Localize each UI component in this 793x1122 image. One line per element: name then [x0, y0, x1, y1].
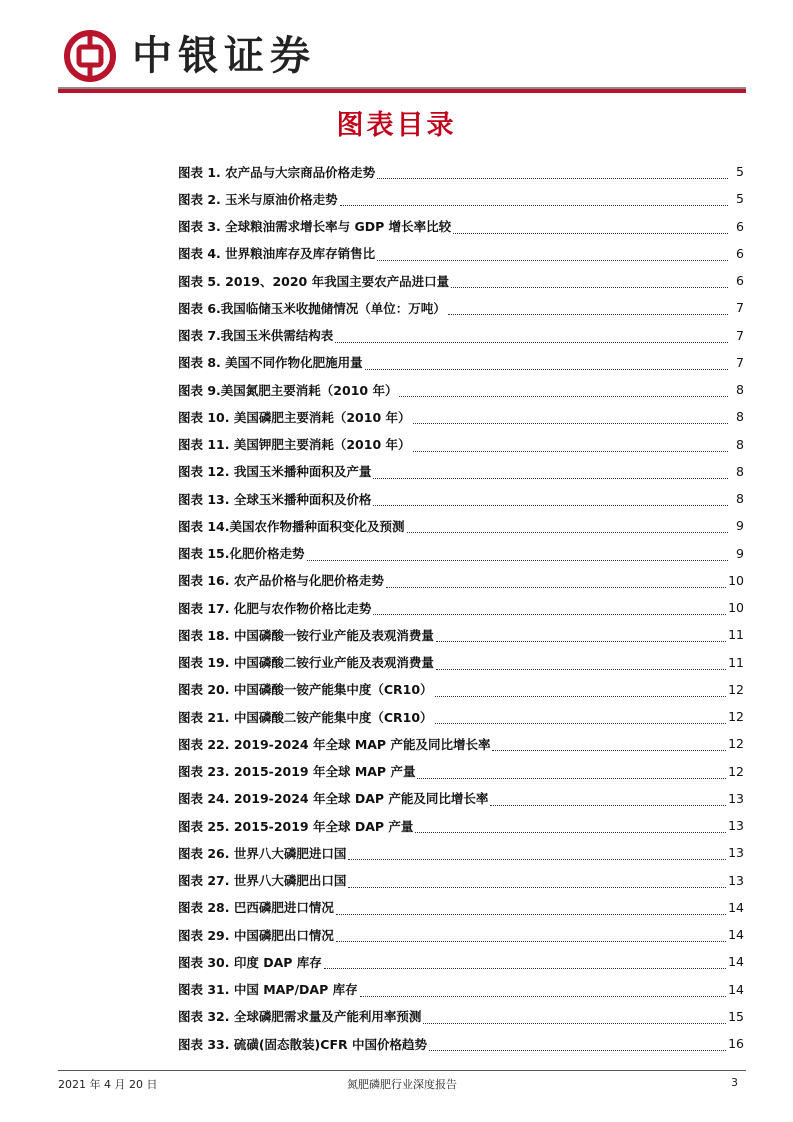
toc-entry[interactable]: [178, 839, 744, 866]
toc-entry-label[interactable]: 图表 11. 美国钾肥主要消耗（2010 年）: [178, 437, 411, 453]
toc-entry-label[interactable]: 图表 4. 世界粮油库存及库存销售比: [178, 246, 376, 262]
toc-dot-leader: [348, 887, 726, 888]
toc-entry[interactable]: [178, 185, 744, 212]
toc-entry-page-number[interactable]: 12: [728, 681, 744, 697]
toc-entry-page-number[interactable]: 9: [736, 545, 744, 561]
toc-entry[interactable]: [178, 894, 744, 921]
toc-entry[interactable]: [178, 158, 744, 185]
footer-divider: [58, 1070, 746, 1071]
toc-entry-label[interactable]: 图表 15.化肥价格走势: [178, 546, 305, 562]
toc-entry-label[interactable]: 图表 21. 中国磷酸二铵产能集中度（CR10）: [178, 709, 433, 725]
toc-dot-leader: [417, 778, 726, 779]
toc-entry[interactable]: [178, 948, 744, 975]
toc-dot-leader: [336, 914, 726, 915]
toc-entry-label[interactable]: 图表 24. 2019-2024 年全球 DAP 产能及同比增长率: [178, 791, 489, 807]
toc-entry-page-number[interactable]: 8: [736, 491, 744, 507]
toc-entry-page-number[interactable]: 14: [728, 981, 744, 997]
toc-entry-page-number[interactable]: 14: [728, 954, 744, 970]
toc-entry-page-number[interactable]: 13: [728, 872, 744, 888]
toc-dot-leader: [348, 859, 726, 860]
toc-dot-leader: [373, 505, 728, 506]
toc-entry-page-number[interactable]: 7: [736, 327, 744, 343]
toc-entry[interactable]: [178, 921, 744, 948]
toc-dot-leader: [360, 996, 726, 997]
bank-of-china-logo-icon: [64, 30, 116, 82]
toc-entry-page-number[interactable]: 8: [736, 436, 744, 452]
toc-dot-leader: [399, 396, 728, 397]
toc-entry-page-number[interactable]: 12: [728, 709, 744, 725]
toc-entry-label[interactable]: 图表 8. 美国不同作物化肥施用量: [178, 355, 363, 371]
toc-entry[interactable]: [178, 812, 744, 839]
toc-dot-leader: [435, 723, 727, 724]
toc-entry[interactable]: [178, 240, 744, 267]
header-divider-red: [58, 89, 746, 93]
toc-entry[interactable]: [178, 485, 744, 512]
toc-entry-label[interactable]: 图表 1. 农产品与大宗商品价格走势: [178, 164, 376, 180]
toc-entry[interactable]: [178, 376, 744, 403]
toc-dot-leader: [423, 1023, 726, 1024]
toc-entry-label[interactable]: 图表 18. 中国磷酸一铵行业产能及表观消费量: [178, 627, 434, 643]
toc-entry-label[interactable]: 图表 16. 农产品价格与化肥价格走势: [178, 573, 384, 589]
toc-entry[interactable]: [178, 976, 744, 1003]
toc-entry-page-number[interactable]: 9: [736, 518, 744, 534]
toc-entry-page-number[interactable]: 7: [736, 300, 744, 316]
toc-dot-leader: [429, 1050, 726, 1051]
toc-entry-page-number[interactable]: 13: [728, 790, 744, 806]
toc-entry-label[interactable]: 图表 10. 美国磷肥主要消耗（2010 年）: [178, 409, 411, 425]
toc-entry[interactable]: [178, 540, 744, 567]
toc-entry[interactable]: [178, 649, 744, 676]
table-of-figures: [178, 158, 744, 1057]
toc-entry[interactable]: [178, 758, 744, 785]
toc-entry-label[interactable]: 图表 33. 硫磺(固态散装)CFR 中国价格趋势: [178, 1036, 427, 1052]
toc-dot-leader: [436, 641, 726, 642]
toc-entry[interactable]: [178, 676, 744, 703]
toc-entry[interactable]: [178, 785, 744, 812]
toc-entry-label[interactable]: 图表 2. 玉米与原油价格走势: [178, 191, 338, 207]
toc-dot-leader: [413, 423, 729, 424]
toc-entry[interactable]: [178, 512, 744, 539]
toc-entry-label[interactable]: 图表 6.我国临储玉米收抛储情况（单位：万吨）: [178, 300, 446, 316]
toc-entry-label[interactable]: 图表 9.美国氮肥主要消耗（2010 年）: [178, 382, 398, 398]
toc-dot-leader: [407, 532, 729, 533]
toc-entry-label[interactable]: 图表 7.我国玉米供需结构表: [178, 328, 334, 344]
toc-entry-page-number[interactable]: 13: [728, 818, 744, 834]
toc-entry-page-number[interactable]: 6: [736, 245, 744, 261]
toc-entry-page-number[interactable]: 10: [728, 572, 744, 588]
toc-dot-leader: [413, 451, 729, 452]
toc-entry[interactable]: [178, 594, 744, 621]
toc-dot-leader: [386, 587, 726, 588]
toc-dot-leader: [335, 342, 728, 343]
toc-dot-leader: [336, 941, 726, 942]
toc-dot-leader: [435, 696, 727, 697]
toc-entry-label[interactable]: 图表 28. 巴西磷肥进口情况: [178, 900, 334, 916]
toc-entry-page-number[interactable]: 14: [728, 899, 744, 915]
toc-entry-label[interactable]: 图表 30. 印度 DAP 库存: [178, 954, 322, 970]
toc-entry-page-number[interactable]: 8: [736, 463, 744, 479]
footer-date: 2021 年 4 月 20 日: [58, 1078, 158, 1091]
toc-entry-label[interactable]: 图表 32. 全球磷肥需求量及产能利用率预测: [178, 1009, 422, 1025]
toc-entry-page-number[interactable]: 12: [728, 736, 744, 752]
toc-entry[interactable]: [178, 322, 744, 349]
toc-dot-leader: [490, 805, 726, 806]
footer-page-number: 3: [731, 1076, 738, 1089]
toc-dot-leader: [453, 233, 728, 234]
toc-entry-label[interactable]: 图表 23. 2015-2019 年全球 MAP 产量: [178, 764, 416, 780]
toc-dot-leader: [377, 260, 728, 261]
toc-dot-leader: [365, 369, 728, 370]
brand-name: 中银证券: [132, 32, 316, 79]
page-footer: [58, 1076, 746, 1094]
toc-entry-page-number[interactable]: 14: [728, 927, 744, 943]
toc-entry-page-number[interactable]: 10: [728, 600, 744, 616]
toc-entry-page-number[interactable]: 8: [736, 409, 744, 425]
toc-entry-label[interactable]: 图表 25. 2015-2019 年全球 DAP 产量: [178, 818, 414, 834]
toc-dot-leader: [492, 750, 726, 751]
toc-entry-page-number[interactable]: 6: [736, 218, 744, 234]
toc-entry-page-number[interactable]: 8: [736, 382, 744, 398]
toc-dot-leader: [373, 614, 726, 615]
toc-entry[interactable]: [178, 294, 744, 321]
toc-entry[interactable]: [178, 621, 744, 648]
toc-entry[interactable]: [178, 213, 744, 240]
toc-dot-leader: [448, 314, 728, 315]
toc-entry[interactable]: [178, 458, 744, 485]
toc-entry[interactable]: [178, 349, 744, 376]
toc-entry-page-number[interactable]: 11: [728, 627, 744, 643]
toc-entry-label[interactable]: 图表 14.美国农作物播种面积变化及预测: [178, 518, 405, 534]
toc-entry-page-number[interactable]: 12: [728, 763, 744, 779]
toc-entry-page-number[interactable]: 7: [736, 354, 744, 370]
toc-dot-leader: [415, 832, 726, 833]
toc-entry-label[interactable]: 图表 31. 中国 MAP/DAP 库存: [178, 982, 358, 998]
toc-entry-label[interactable]: 图表 29. 中国磷肥出口情况: [178, 927, 334, 943]
toc-entry[interactable]: [178, 403, 744, 430]
toc-entry-page-number[interactable]: 11: [728, 654, 744, 670]
toc-entry-label[interactable]: 图表 19. 中国磷酸二铵行业产能及表观消费量: [178, 655, 434, 671]
toc-entry-page-number[interactable]: 5: [736, 191, 744, 207]
toc-entry[interactable]: [178, 730, 744, 757]
toc-entry-label[interactable]: 图表 3. 全球粮油需求增长率与 GDP 增长率比较: [178, 219, 452, 235]
toc-entry[interactable]: [178, 267, 744, 294]
toc-dot-leader: [307, 560, 729, 561]
footer-report-title: 氮肥磷肥行业深度报告: [347, 1078, 457, 1091]
toc-entry-page-number[interactable]: 6: [736, 273, 744, 289]
toc-entry[interactable]: [178, 867, 744, 894]
toc-entry-label[interactable]: 图表 20. 中国磷酸一铵产能集中度（CR10）: [178, 682, 433, 698]
toc-dot-leader: [373, 478, 728, 479]
toc-entry[interactable]: [178, 1030, 744, 1057]
toc-entry-page-number[interactable]: 5: [736, 164, 744, 180]
toc-entry-page-number[interactable]: 16: [728, 1036, 744, 1052]
toc-dot-leader: [377, 178, 728, 179]
toc-entry[interactable]: [178, 431, 744, 458]
toc-entry-label[interactable]: 图表 26. 世界八大磷肥进口国: [178, 845, 347, 861]
toc-dot-leader: [340, 205, 728, 206]
toc-entry[interactable]: [178, 703, 744, 730]
toc-dot-leader: [436, 669, 726, 670]
page-title: 图表目录: [336, 110, 457, 141]
toc-entry[interactable]: [178, 567, 744, 594]
toc-entry-label[interactable]: 图表 12. 我国玉米播种面积及产量: [178, 464, 372, 480]
toc-entry[interactable]: [178, 1003, 744, 1030]
page-header: [0, 0, 793, 100]
toc-entry-label[interactable]: 图表 13. 全球玉米播种面积及价格: [178, 491, 372, 507]
toc-dot-leader: [451, 287, 728, 288]
toc-entry-page-number[interactable]: 15: [728, 1008, 744, 1024]
toc-entry-label[interactable]: 图表 17. 化肥与农作物价格比走势: [178, 600, 372, 616]
toc-entry-label[interactable]: 图表 22. 2019-2024 年全球 MAP 产能及同比增长率: [178, 736, 491, 752]
toc-entry-label[interactable]: 图表 27. 世界八大磷肥出口国: [178, 873, 347, 889]
toc-entry-page-number[interactable]: 13: [728, 845, 744, 861]
toc-entry-label[interactable]: 图表 5. 2019、2020 年我国主要农产品进口量: [178, 273, 450, 289]
toc-dot-leader: [324, 968, 726, 969]
